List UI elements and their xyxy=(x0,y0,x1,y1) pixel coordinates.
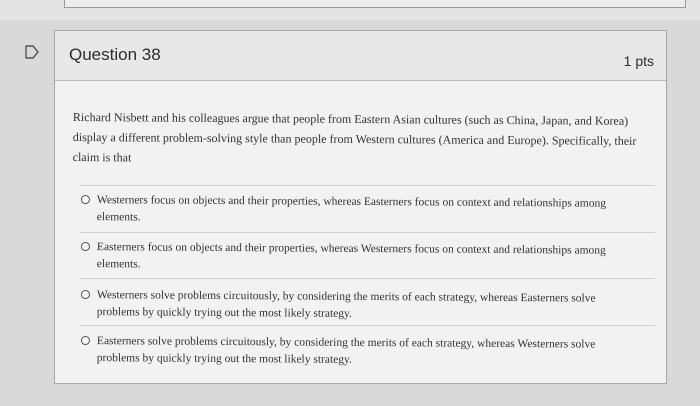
question-card xyxy=(54,30,667,384)
answer-divider xyxy=(80,325,655,326)
answer-option-2[interactable] xyxy=(81,239,641,271)
answer-divider xyxy=(80,232,655,233)
question-points: 1 pts xyxy=(623,53,654,69)
question-title: Question 38 xyxy=(69,45,161,64)
flag-icon[interactable] xyxy=(24,44,42,60)
answer-option-label: Easterners focus on objects and their properties, whereas Westerners focus on context and relationships among elements. xyxy=(96,241,606,271)
answer-option-label: Westerners solve problems circuitously, by considering the merits of each strategy, whereas Easterners solve problems by quickly trying out the most likely strategy. xyxy=(96,289,596,320)
answer-divider xyxy=(80,278,655,279)
answer-divider xyxy=(80,185,655,186)
answer-option-4[interactable] xyxy=(81,333,641,366)
question-header xyxy=(55,31,666,81)
radio-button[interactable] xyxy=(81,336,90,345)
radio-button[interactable] xyxy=(81,242,90,251)
radio-button[interactable] xyxy=(81,195,90,204)
answer-option-label: Easterners solve problems circuitously, by considering the merits of each strategy, whereas Westerners solve problems by quickly trying out the most likely strategy. xyxy=(96,335,596,366)
radio-button[interactable] xyxy=(81,290,90,299)
answer-option-3[interactable] xyxy=(81,287,641,320)
previous-question-card-edge xyxy=(64,0,686,8)
question-text: Richard Nisbett and his colleagues argue that people from Eastern Asian cultures (such as China, Japan, and Korea) display a different problem-solving style than people from Western cultures (America and Europe). Specifically, their claim is that xyxy=(72,109,637,165)
answer-option-1[interactable] xyxy=(81,192,641,224)
answer-option-label: Westerners focus on objects and their properties, whereas Easterners focus on context and relationships among elements. xyxy=(96,194,607,224)
